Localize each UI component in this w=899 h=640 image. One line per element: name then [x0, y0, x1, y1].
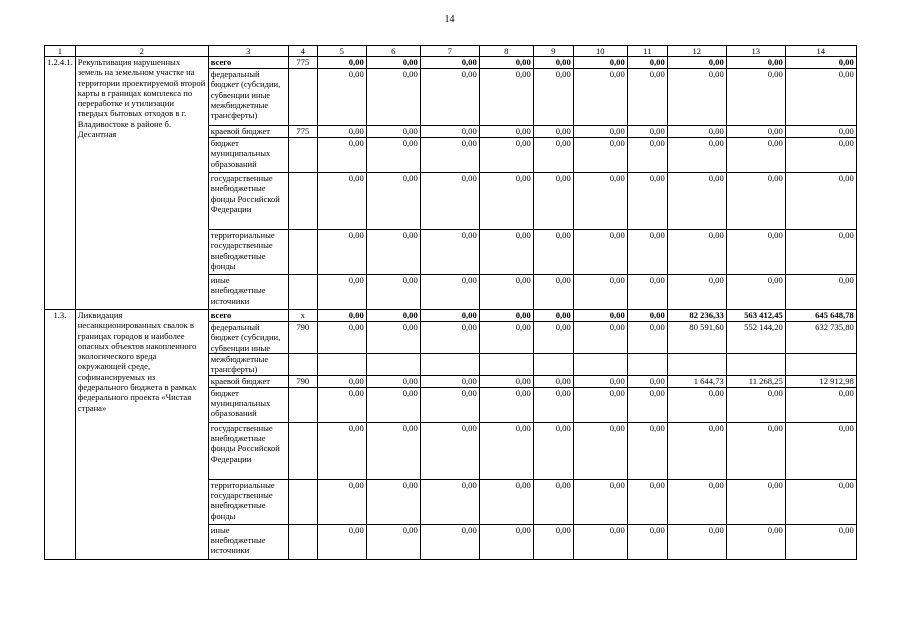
amount-cell: 0,00	[366, 126, 420, 138]
amount-cell: 0,00	[479, 322, 533, 354]
amount-cell: 0,00	[317, 322, 366, 354]
amount-cell: 0,00	[785, 524, 856, 559]
amount-cell: 0,00	[366, 138, 420, 173]
amount-cell: 0,00	[573, 57, 627, 69]
amount-cell: 0,00	[627, 524, 667, 559]
item-title: Ликвидация несанкционированных свалок в границах городов и наиболее опасных объектов накопленного экологического вреда окружающей среде, софинансируемых из федерального бюджета в рамках федерального проекта «Чистая страна»	[75, 310, 208, 560]
amount-cell: 0,00	[627, 387, 667, 422]
amount-cell: 0,00	[573, 275, 627, 310]
funding-source: бюджет муниципальных образований	[208, 138, 288, 173]
amount-cell: 0,00	[573, 375, 627, 387]
column-number: 13	[726, 46, 785, 57]
amount-cell: 0,00	[317, 230, 366, 275]
column-number: 1	[45, 46, 76, 57]
column-number: 11	[627, 46, 667, 57]
budget-code	[288, 230, 317, 275]
amount-cell	[667, 353, 726, 375]
budget-code: х	[288, 310, 317, 322]
column-number: 14	[785, 46, 856, 57]
budget-code	[288, 524, 317, 559]
amount-cell: 0,00	[573, 69, 627, 126]
budget-code	[288, 69, 317, 126]
amount-cell: 0,00	[420, 524, 479, 559]
amount-cell: 0,00	[317, 138, 366, 173]
amount-cell: 0,00	[726, 173, 785, 230]
funding-source: бюджет муниципальных образований	[208, 387, 288, 422]
amount-cell: 0,00	[366, 275, 420, 310]
amount-cell: 0,00	[667, 479, 726, 524]
amount-cell: 0,00	[627, 479, 667, 524]
amount-cell: 0,00	[533, 387, 573, 422]
amount-cell: 0,00	[573, 524, 627, 559]
amount-cell: 0,00	[667, 422, 726, 479]
amount-cell: 0,00	[627, 57, 667, 69]
amount-cell: 645 648,78	[785, 310, 856, 322]
amount-cell: 0,00	[420, 230, 479, 275]
amount-cell: 0,00	[479, 57, 533, 69]
amount-cell: 0,00	[366, 57, 420, 69]
amount-cell: 0,00	[479, 126, 533, 138]
amount-cell	[420, 353, 479, 375]
amount-cell: 0,00	[726, 230, 785, 275]
amount-cell: 0,00	[785, 173, 856, 230]
amount-cell: 0,00	[667, 126, 726, 138]
column-number: 7	[420, 46, 479, 57]
amount-cell: 0,00	[667, 230, 726, 275]
amount-cell: 0,00	[317, 69, 366, 126]
amount-cell: 0,00	[785, 230, 856, 275]
amount-cell: 0,00	[533, 275, 573, 310]
amount-cell: 552 144,20	[726, 322, 785, 354]
amount-cell: 0,00	[420, 173, 479, 230]
amount-cell: 0,00	[627, 230, 667, 275]
funding-source: всего	[208, 57, 288, 69]
amount-cell: 0,00	[420, 422, 479, 479]
funding-source: территориальные государственные внебюджетные фонды	[208, 230, 288, 275]
amount-cell	[533, 353, 573, 375]
amount-cell: 0,00	[667, 138, 726, 173]
amount-cell	[785, 353, 856, 375]
amount-cell: 0,00	[420, 310, 479, 322]
amount-cell: 0,00	[533, 57, 573, 69]
header-row	[45, 46, 857, 57]
financing-table	[44, 45, 857, 560]
page-number: 14	[444, 14, 455, 25]
amount-cell: 0,00	[726, 524, 785, 559]
amount-cell: 0,00	[366, 173, 420, 230]
amount-cell: 0,00	[627, 173, 667, 230]
amount-cell: 0,00	[479, 138, 533, 173]
amount-cell: 0,00	[533, 524, 573, 559]
budget-code	[288, 173, 317, 230]
amount-cell: 0,00	[573, 322, 627, 354]
amount-cell: 0,00	[479, 387, 533, 422]
amount-cell: 0,00	[573, 230, 627, 275]
amount-cell: 632 735,80	[785, 322, 856, 354]
amount-cell: 0,00	[317, 524, 366, 559]
amount-cell: 0,00	[420, 322, 479, 354]
amount-cell	[479, 353, 533, 375]
amount-cell: 0,00	[785, 57, 856, 69]
amount-cell: 12 912,98	[785, 375, 856, 387]
budget-code: 775	[288, 126, 317, 138]
amount-cell	[366, 353, 420, 375]
amount-cell: 0,00	[785, 126, 856, 138]
amount-cell: 0,00	[627, 69, 667, 126]
amount-cell: 0,00	[726, 422, 785, 479]
amount-cell: 0,00	[317, 310, 366, 322]
column-number: 10	[573, 46, 627, 57]
amount-cell: 0,00	[479, 173, 533, 230]
amount-cell: 0,00	[667, 387, 726, 422]
amount-cell: 0,00	[573, 138, 627, 173]
amount-cell: 0,00	[785, 138, 856, 173]
column-number: 3	[208, 46, 288, 57]
table-body	[45, 46, 857, 560]
column-number: 6	[366, 46, 420, 57]
amount-cell: 0,00	[667, 173, 726, 230]
amount-cell: 0,00	[317, 57, 366, 69]
amount-cell: 0,00	[366, 322, 420, 354]
amount-cell: 0,00	[479, 375, 533, 387]
funding-source: государственные внебюджетные фонды Российской Федерации	[208, 422, 288, 479]
amount-cell: 0,00	[533, 173, 573, 230]
amount-cell: 0,00	[573, 173, 627, 230]
amount-cell: 0,00	[726, 479, 785, 524]
amount-cell: 0,00	[479, 310, 533, 322]
amount-cell: 0,00	[533, 310, 573, 322]
amount-cell: 0,00	[533, 375, 573, 387]
amount-cell: 0,00	[573, 479, 627, 524]
amount-cell: 0,00	[420, 57, 479, 69]
amount-cell: 0,00	[317, 479, 366, 524]
amount-cell: 0,00	[420, 126, 479, 138]
amount-cell	[317, 353, 366, 375]
amount-cell: 0,00	[627, 375, 667, 387]
amount-cell: 0,00	[726, 126, 785, 138]
amount-cell: 0,00	[785, 275, 856, 310]
column-number: 9	[533, 46, 573, 57]
amount-cell: 0,00	[317, 173, 366, 230]
funding-source: краевой бюджет	[208, 375, 288, 387]
column-number: 5	[317, 46, 366, 57]
amount-cell: 0,00	[627, 422, 667, 479]
amount-cell: 0,00	[366, 387, 420, 422]
amount-cell: 0,00	[627, 126, 667, 138]
item-number: 1.2.4.1.	[45, 57, 76, 310]
funding-source: межбюджетные трансферты)	[208, 353, 288, 375]
amount-cell: 0,00	[726, 387, 785, 422]
amount-cell: 0,00	[479, 230, 533, 275]
amount-cell: 80 591,60	[667, 322, 726, 354]
amount-cell: 0,00	[317, 387, 366, 422]
amount-cell: 0,00	[573, 422, 627, 479]
amount-cell: 0,00	[785, 387, 856, 422]
amount-cell: 0,00	[533, 126, 573, 138]
amount-cell: 0,00	[479, 479, 533, 524]
funding-source: территориальные государственные внебюджетные фонды	[208, 479, 288, 524]
amount-cell: 0,00	[785, 422, 856, 479]
amount-cell: 0,00	[366, 524, 420, 559]
amount-cell: 0,00	[667, 275, 726, 310]
amount-cell: 1 644,73	[667, 375, 726, 387]
amount-cell: 0,00	[479, 524, 533, 559]
amount-cell: 0,00	[533, 69, 573, 126]
funding-source: краевой бюджет	[208, 126, 288, 138]
column-number: 8	[479, 46, 533, 57]
funding-source: государственные внебюджетные фонды Российской Федерации	[208, 173, 288, 230]
amount-cell: 0,00	[420, 69, 479, 126]
amount-cell: 0,00	[366, 310, 420, 322]
amount-cell: 82 236,33	[667, 310, 726, 322]
amount-cell: 0,00	[667, 69, 726, 126]
amount-cell: 0,00	[420, 375, 479, 387]
amount-cell: 0,00	[726, 57, 785, 69]
amount-cell: 0,00	[366, 479, 420, 524]
funding-source: всего	[208, 310, 288, 322]
amount-cell: 0,00	[420, 275, 479, 310]
amount-cell: 0,00	[533, 138, 573, 173]
amount-cell: 0,00	[317, 126, 366, 138]
amount-cell: 0,00	[627, 138, 667, 173]
amount-cell: 0,00	[479, 422, 533, 479]
amount-cell	[627, 353, 667, 375]
amount-cell: 0,00	[366, 422, 420, 479]
funding-source: федеральный бюджет (субсидии, субвенции иные	[208, 322, 288, 354]
amount-cell: 0,00	[317, 422, 366, 479]
amount-cell: 0,00	[573, 387, 627, 422]
budget-code: 790	[288, 375, 317, 387]
budget-code	[288, 275, 317, 310]
amount-cell: 0,00	[366, 230, 420, 275]
amount-cell: 0,00	[573, 310, 627, 322]
table-row	[45, 310, 857, 322]
amount-cell: 0,00	[726, 275, 785, 310]
amount-cell: 0,00	[533, 422, 573, 479]
budget-code	[288, 479, 317, 524]
amount-cell: 0,00	[667, 524, 726, 559]
amount-cell: 0,00	[317, 275, 366, 310]
amount-cell: 0,00	[420, 138, 479, 173]
table-row	[45, 57, 857, 69]
funding-source: федеральный бюджет (субсидии, субвенции иные межбюджетные трансферты)	[208, 69, 288, 126]
amount-cell	[726, 353, 785, 375]
amount-cell: 0,00	[317, 375, 366, 387]
column-number: 12	[667, 46, 726, 57]
amount-cell: 0,00	[366, 69, 420, 126]
amount-cell: 0,00	[533, 322, 573, 354]
column-number: 2	[75, 46, 208, 57]
amount-cell: 0,00	[420, 479, 479, 524]
amount-cell: 0,00	[627, 275, 667, 310]
amount-cell: 0,00	[573, 126, 627, 138]
amount-cell: 11 268,25	[726, 375, 785, 387]
budget-code: 790	[288, 322, 317, 354]
funding-source: иные внебюджетные источники	[208, 275, 288, 310]
budget-code	[288, 353, 317, 375]
budget-code	[288, 138, 317, 173]
amount-cell	[573, 353, 627, 375]
budget-code	[288, 422, 317, 479]
funding-source: иные внебюджетные источники	[208, 524, 288, 559]
amount-cell: 0,00	[479, 69, 533, 126]
budget-code	[288, 387, 317, 422]
item-number: 1.3.	[45, 310, 76, 560]
amount-cell: 0,00	[785, 479, 856, 524]
amount-cell: 563 412,45	[726, 310, 785, 322]
amount-cell: 0,00	[533, 230, 573, 275]
amount-cell: 0,00	[420, 387, 479, 422]
column-number: 4	[288, 46, 317, 57]
amount-cell: 0,00	[726, 69, 785, 126]
item-title: Рекультивация нарушенных земель на земельном участке на территории проектируемой второй карты в границах комплекса по переработке и утилизации твердых бытовых отходов в г. Владивостоке в районе б. Десантная	[75, 57, 208, 310]
amount-cell: 0,00	[627, 310, 667, 322]
amount-cell: 0,00	[627, 322, 667, 354]
amount-cell: 0,00	[667, 57, 726, 69]
amount-cell: 0,00	[479, 275, 533, 310]
budget-code: 775	[288, 57, 317, 69]
amount-cell: 0,00	[533, 479, 573, 524]
amount-cell: 0,00	[785, 69, 856, 126]
amount-cell: 0,00	[726, 138, 785, 173]
amount-cell: 0,00	[366, 375, 420, 387]
